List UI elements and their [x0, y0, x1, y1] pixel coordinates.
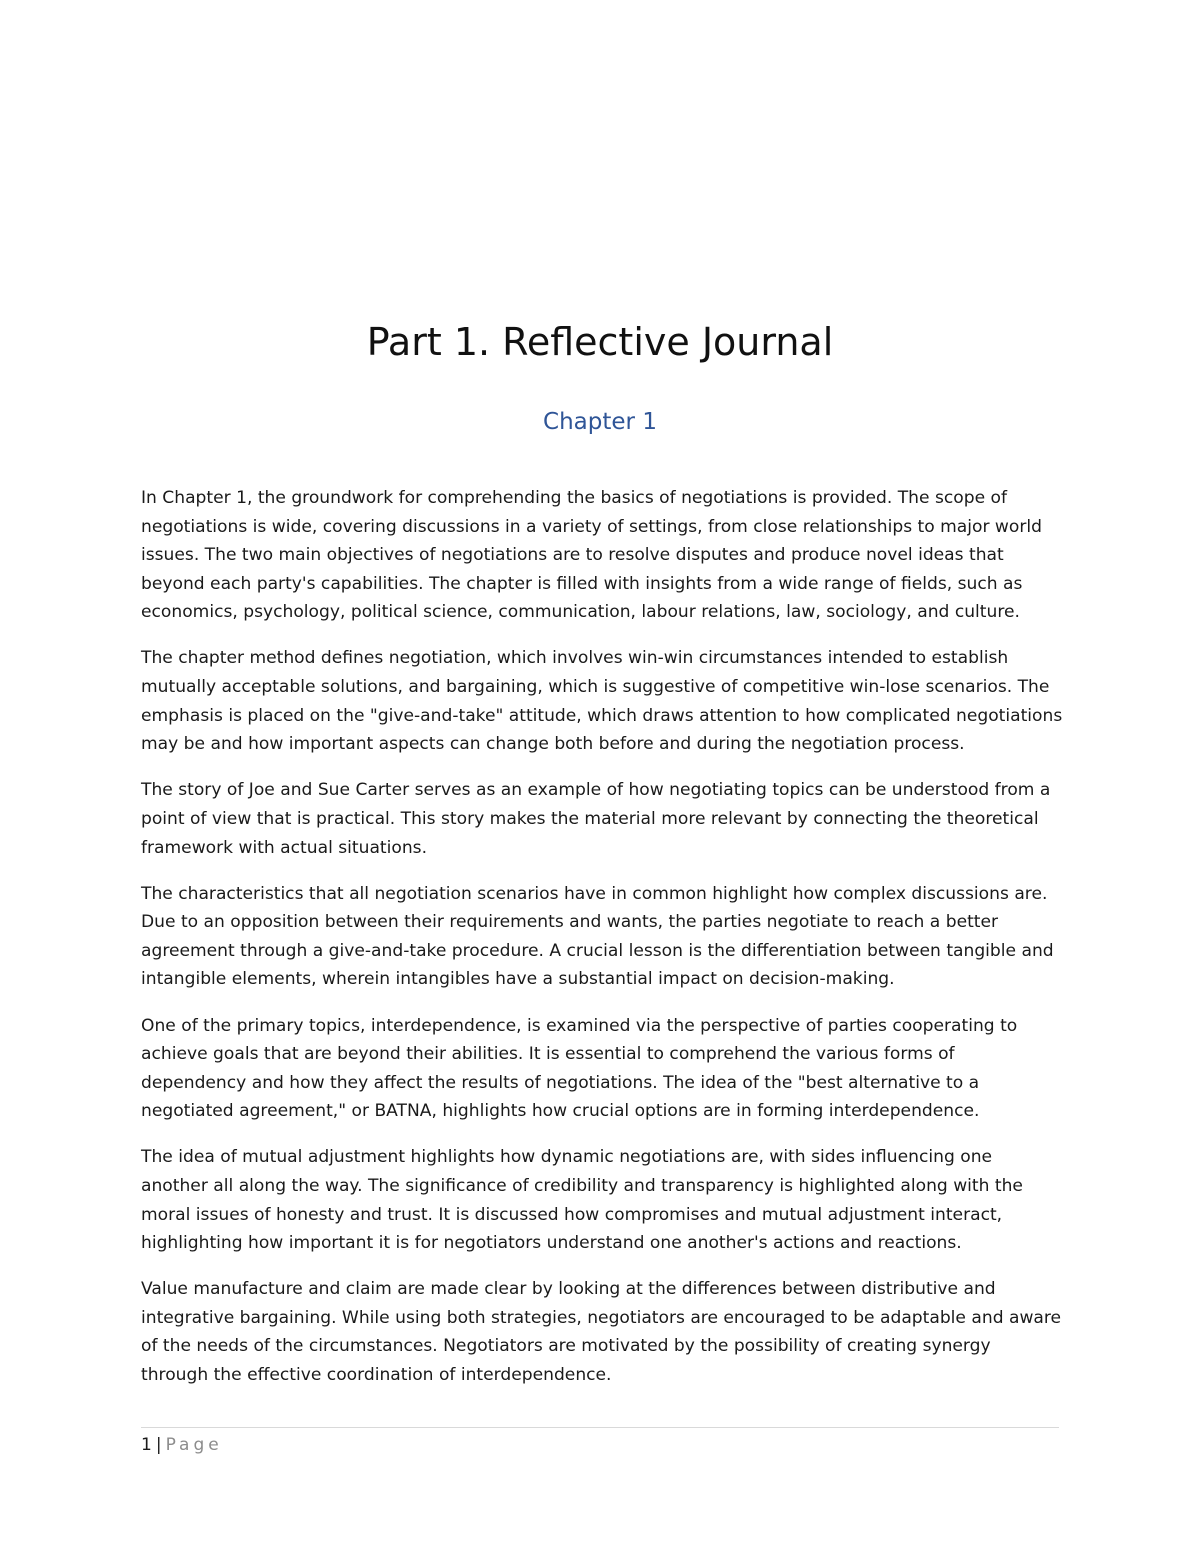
- footer-separator: |: [155, 1435, 162, 1455]
- paragraph: One of the primary topics, interdependence, is examined via the perspective of parties cooperating to achieve goals that are beyond their abilities. It is essential to comprehend the various forms of dependency and how they affect the results of negotiations. The idea of the "best alternative to a negotiated agreement," or BATNA, highlights how crucial options are in forming interdependence.: [141, 1015, 1018, 1122]
- footer-divider: [141, 1427, 1059, 1428]
- paragraph: The characteristics that all negotiation scenarios have in common highlight how complex discussions are. Due to an opposition between their requirements and wants, the parties negotiate to reach a better agreement through a give-and-take procedure. A crucial lesson is the differentiation between tangible and intangible elements, wherein intangibles have a substantial impact on decision-making.: [141, 883, 1054, 990]
- paragraph: The chapter method defines negotiation, which involves win-win circumstances intended to establish mutually acceptable solutions, and bargaining, which is suggestive of competitive win-lose scenarios. The emphasis is placed on the "give-and-take" attitude, which draws attention to how complicated negotiations may be and how important aspects can change both before and during the negotiation process.: [141, 648, 1063, 755]
- document-title: Part 1. Reflective Journal: [366, 320, 834, 364]
- page-number: 1: [141, 1435, 152, 1455]
- chapter-heading: Chapter 1: [543, 409, 657, 435]
- body-text: [141, 484, 1063, 1407]
- page-label: Page: [165, 1435, 223, 1455]
- paragraph: The story of Joe and Sue Carter serves as an example of how negotiating topics can be understood from a point of view that is practical. This story makes the material more relevant by connecting the theoretical framework with actual situations.: [141, 780, 1051, 858]
- paragraph: Value manufacture and claim are made clear by looking at the differences between distributive and integrative bargaining. While using both strategies, negotiators are encouraged to be adaptable and aware of the needs of the circumstances. Negotiators are motivated by the possibility of creating synergy through the effective coordination of interdependence.: [141, 1279, 1062, 1386]
- paragraph: In Chapter 1, the groundwork for comprehending the basics of negotiations is provided. The scope of negotiations is wide, covering discussions in a variety of settings, from close relationships to major world issues. The two main objectives of negotiations are to resolve disputes and produce novel ideas that beyond each party's capabilities. The chapter is filled with insights from a wide range of fields, such as economics, psychology, political science, communication, labour relations, law, sociology, and culture.: [141, 488, 1042, 623]
- page-footer: [141, 1433, 223, 1457]
- paragraph: The idea of mutual adjustment highlights how dynamic negotiations are, with sides influencing one another all along the way. The significance of credibility and transparency is highlighted along with the moral issues of honesty and trust. It is discussed how compromises and mutual adjustment interact, highlighting how important it is for negotiators understand one another's actions and reactions.: [141, 1147, 1023, 1254]
